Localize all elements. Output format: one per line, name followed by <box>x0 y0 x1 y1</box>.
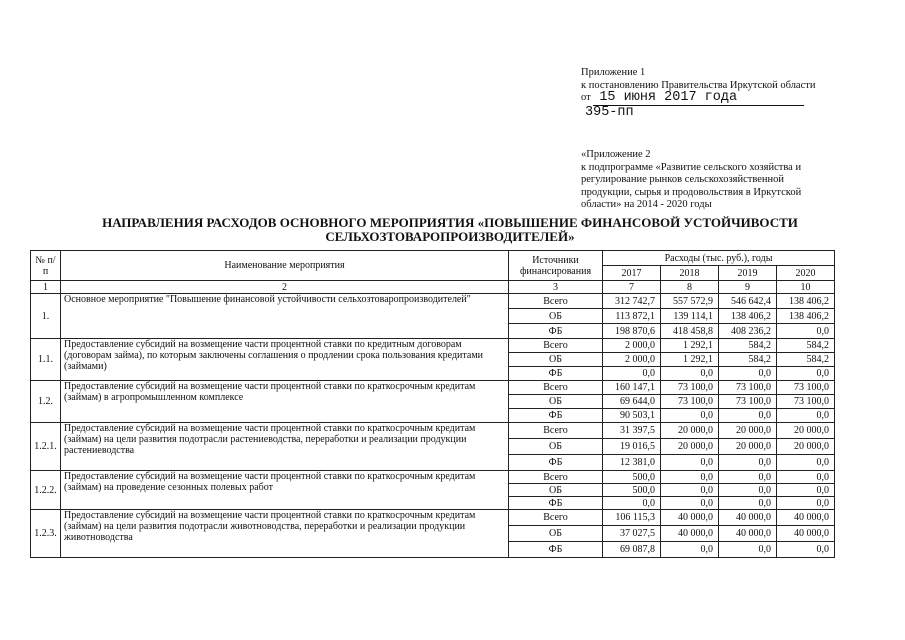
expense-value: 0,0 <box>661 367 719 381</box>
col-number: 2 <box>61 281 509 294</box>
funding-source: ФБ <box>509 367 603 381</box>
expense-value: 113 872,1 <box>603 309 661 324</box>
funding-source: ОБ <box>509 353 603 367</box>
expense-value: 0,0 <box>719 497 777 510</box>
header-expenses: Расходы (тыс. руб.), годы <box>603 251 835 266</box>
expense-value: 1 292,1 <box>661 339 719 353</box>
expense-value: 20 000,0 <box>661 439 719 455</box>
expense-value: 40 000,0 <box>719 526 777 542</box>
expense-value: 106 115,3 <box>603 510 661 526</box>
expense-value: 0,0 <box>661 542 719 558</box>
expense-value: 500,0 <box>603 471 661 484</box>
expense-value: 73 100,0 <box>777 395 835 409</box>
funding-source: ФБ <box>509 455 603 471</box>
expense-value: 20 000,0 <box>661 423 719 439</box>
row-number: 1.1. <box>31 339 61 381</box>
expense-value: 0,0 <box>719 484 777 497</box>
expense-value: 40 000,0 <box>719 510 777 526</box>
expense-value: 0,0 <box>719 455 777 471</box>
table-row <box>31 510 835 526</box>
header-year-2017: 2017 <box>603 266 661 281</box>
expense-value: 20 000,0 <box>719 439 777 455</box>
expense-value: 20 000,0 <box>777 439 835 455</box>
expense-value: 40 000,0 <box>661 526 719 542</box>
activity-name: Предоставление субсидий на возмещение части процентной ставки по кредитным договорам (договорам займа), по которым заключены соглашения о продлении срока пользования кредитами (займами) <box>61 339 509 381</box>
expense-value: 20 000,0 <box>719 423 777 439</box>
row-number: 1.2. <box>31 381 61 423</box>
header-num: № п/п <box>31 251 61 281</box>
expense-value: 418 458,8 <box>661 324 719 339</box>
expense-value: 198 870,6 <box>603 324 661 339</box>
funding-source: ФБ <box>509 324 603 339</box>
expense-value: 0,0 <box>719 471 777 484</box>
header-source: Источники финансирования <box>509 251 603 281</box>
expense-value: 584,2 <box>719 339 777 353</box>
decree-date-row <box>581 92 815 106</box>
expense-value: 138 406,2 <box>777 294 835 309</box>
funding-source: ОБ <box>509 395 603 409</box>
table-row <box>31 339 835 353</box>
row-number: 1.2.3. <box>31 510 61 558</box>
expense-value: 0,0 <box>661 484 719 497</box>
expense-value: 0,0 <box>777 367 835 381</box>
row-number: 1.2.2. <box>31 471 61 510</box>
expenses-table <box>30 250 835 558</box>
appendix-1-heading: Приложение 1 <box>581 67 646 78</box>
appendix-1-decree-ref: к постановлению Правительства Иркутской области <box>581 79 816 91</box>
expense-value: 40 000,0 <box>661 510 719 526</box>
expense-value: 69 644,0 <box>603 395 661 409</box>
row-number: 1.2.1. <box>31 423 61 471</box>
funding-source: ОБ <box>509 526 603 542</box>
funding-source: ОБ <box>509 309 603 324</box>
appendix-2-block <box>581 149 821 212</box>
activity-name: Предоставление субсидий на возмещение части процентной ставки по краткосрочным кредитам (займам) на цели развития подотрасли растениеводства, переработки и реализации продукции растениеводства <box>61 423 509 471</box>
expense-value: 73 100,0 <box>661 395 719 409</box>
activity-name: Основное мероприятие "Повышение финансовой устойчивости сельхозтоваропроизводителей" <box>61 294 509 339</box>
expense-value: 0,0 <box>661 409 719 423</box>
funding-source: Всего <box>509 339 603 353</box>
expense-value: 408 236,2 <box>719 324 777 339</box>
activity-name: Предоставление субсидий на возмещение части процентной ставки по краткосрочным кредитам (займам) в агропромышленном комплексе <box>61 381 509 423</box>
appendix-1-block <box>581 67 815 119</box>
appendix-2-heading: «Приложение 2 <box>581 149 651 160</box>
funding-source: ФБ <box>509 497 603 510</box>
expense-value: 139 114,1 <box>661 309 719 324</box>
col-number: 3 <box>509 281 603 294</box>
expense-value: 0,0 <box>661 497 719 510</box>
funding-source: ФБ <box>509 409 603 423</box>
table-row <box>31 423 835 439</box>
expense-value: 12 381,0 <box>603 455 661 471</box>
decree-date: 15 июня 2017 года <box>593 92 804 106</box>
expense-value: 0,0 <box>777 455 835 471</box>
title-line-1: НАПРАВЛЕНИЯ РАСХОДОВ ОСНОВНОГО МЕРОПРИЯТИЯ «ПОВЫШЕНИЕ ФИНАНСОВОЙ УСТОЙЧИВОСТИ <box>102 215 798 230</box>
funding-source: Всего <box>509 381 603 395</box>
expense-value: 0,0 <box>719 542 777 558</box>
expense-value: 160 147,1 <box>603 381 661 395</box>
expense-value: 0,0 <box>777 471 835 484</box>
expense-value: 90 503,1 <box>603 409 661 423</box>
table-row <box>31 381 835 395</box>
expense-value: 1 292,1 <box>661 353 719 367</box>
header-year-2018: 2018 <box>661 266 719 281</box>
expense-value: 73 100,0 <box>719 381 777 395</box>
expense-value: 31 397,5 <box>603 423 661 439</box>
expense-value: 0,0 <box>777 409 835 423</box>
expense-value: 584,2 <box>719 353 777 367</box>
header-name: Наименование мероприятия <box>61 251 509 281</box>
expense-value: 73 100,0 <box>719 395 777 409</box>
expense-value: 546 642,4 <box>719 294 777 309</box>
expense-value: 37 027,5 <box>603 526 661 542</box>
expense-value: 0,0 <box>777 542 835 558</box>
header-year-2020: 2020 <box>777 266 835 281</box>
expense-value: 0,0 <box>719 409 777 423</box>
title-line-2: СЕЛЬХОЗТОВАРОПРОИЗВОДИТЕЛЕЙ» <box>325 229 575 244</box>
decree-number: 395-пп <box>585 104 634 120</box>
expense-value: 312 742,7 <box>603 294 661 309</box>
expense-value: 584,2 <box>777 353 835 367</box>
appendix-2-subprogram-ref: к подпрограмме «Развитие сельского хозяйства и регулирование рынков сельскохозяйственной продукции, сырья и продовольствия в Иркутской области» на 2014 - 2020 годы <box>581 161 802 210</box>
funding-source: ОБ <box>509 484 603 497</box>
expense-value: 69 087,8 <box>603 542 661 558</box>
expense-value: 73 100,0 <box>661 381 719 395</box>
funding-source: Всего <box>509 423 603 439</box>
expense-value: 19 016,5 <box>603 439 661 455</box>
expense-value: 584,2 <box>777 339 835 353</box>
expense-value: 0,0 <box>661 455 719 471</box>
expense-value: 0,0 <box>603 367 661 381</box>
expense-value: 0,0 <box>661 471 719 484</box>
expense-value: 0,0 <box>777 484 835 497</box>
expense-value: 0,0 <box>603 497 661 510</box>
funding-source: Всего <box>509 510 603 526</box>
header-year-2019: 2019 <box>719 266 777 281</box>
expense-value: 557 572,9 <box>661 294 719 309</box>
expense-value: 2 000,0 <box>603 353 661 367</box>
funding-source: ФБ <box>509 542 603 558</box>
expense-value: 73 100,0 <box>777 381 835 395</box>
col-number: 7 <box>603 281 661 294</box>
expense-value: 500,0 <box>603 484 661 497</box>
activity-name: Предоставление субсидий на возмещение части процентной ставки по краткосрочным кредитам (займам) на проведение сезонных полевых работ <box>61 471 509 510</box>
expense-value: 138 406,2 <box>777 309 835 324</box>
funding-source: Всего <box>509 471 603 484</box>
funding-source: Всего <box>509 294 603 309</box>
expense-value: 0,0 <box>777 497 835 510</box>
expense-value: 138 406,2 <box>719 309 777 324</box>
expense-value: 0,0 <box>777 324 835 339</box>
document-title <box>60 216 840 244</box>
expense-value: 0,0 <box>719 367 777 381</box>
table-row <box>31 294 835 309</box>
expense-value: 40 000,0 <box>777 526 835 542</box>
table-row <box>31 471 835 484</box>
expense-value: 40 000,0 <box>777 510 835 526</box>
col-number: 10 <box>777 281 835 294</box>
expense-value: 2 000,0 <box>603 339 661 353</box>
row-number: 1. <box>31 294 61 339</box>
expense-value: 20 000,0 <box>777 423 835 439</box>
col-number: 9 <box>719 281 777 294</box>
decree-date-prefix: от <box>581 92 591 103</box>
col-number: 1 <box>31 281 61 294</box>
col-number: 8 <box>661 281 719 294</box>
funding-source: ОБ <box>509 439 603 455</box>
activity-name: Предоставление субсидий на возмещение части процентной ставки по краткосрочным кредитам (займам) на цели развития подотрасли животноводства, переработки и реализации продукции животноводства <box>61 510 509 558</box>
